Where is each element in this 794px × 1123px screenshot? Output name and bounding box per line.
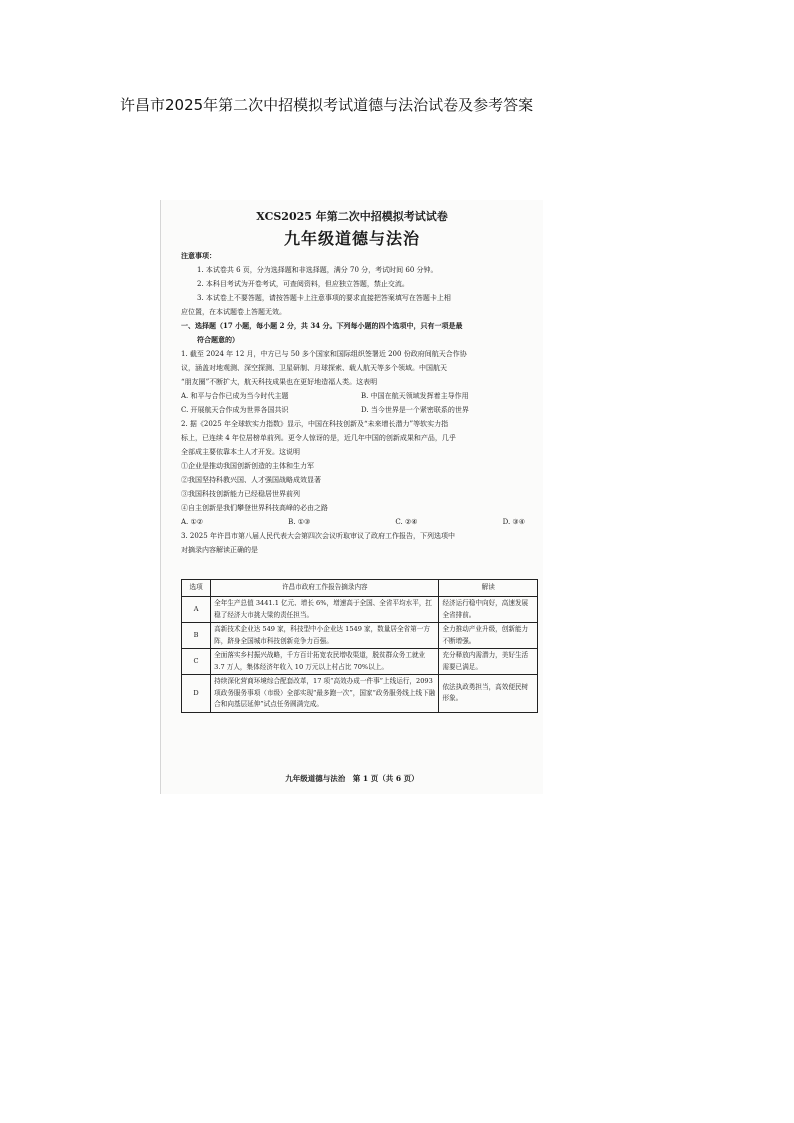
table-row [182, 675, 538, 713]
table-header-reading: 解读 [439, 580, 538, 597]
question-2-option-d: D. ③④ [502, 518, 525, 526]
table-cell-reading: 依法执政勇担当，高效便民树形象。 [439, 675, 538, 713]
table-cell-content: 全年生产总值 3441.1 亿元、增长 6%，增速高于全国、全省平均水平，扛稳了经济大市挑大梁的责任担当。 [211, 597, 439, 623]
table-cell-option: C [182, 649, 211, 675]
question-2-statement: ②我国坚持科教兴国、人才强国战略成效显著 [181, 476, 321, 484]
exam-page-scan [160, 200, 543, 794]
table-header-row [182, 580, 538, 597]
question-2-statement: ③我国科技创新能力已经稳居世界前列 [181, 490, 300, 498]
question-1-option-d: D. 当今世界是一个紧密联系的世界 [361, 406, 469, 414]
exam-title: XCS2025 年第二次中招模拟考试试卷 [256, 210, 448, 223]
table-cell-reading: 全力推动产业升级，创新能力不断增强。 [439, 623, 538, 649]
table-header-content: 许昌市政府工作报告摘录内容 [211, 580, 439, 597]
question-2-option-c: C. ②④ [395, 518, 418, 526]
question-1-line: 议，涵盖对地观测、深空探测、卫星研制、月球探索、载人航天等多个领域。中国航天 [181, 364, 447, 372]
table-cell-content: 持续深化营商环境综合配套改革，17 项“高效办成一件事”上线运行，2093 项政务服务事项（市级）全部实现“最多跑一次”，国家“政务服务线上线下融合和向基层延伸”试点任务圆满完成。 [211, 675, 439, 713]
table-row [182, 623, 538, 649]
table-cell-option: D [182, 675, 211, 713]
section-heading: 一、选择题（17 小题，每小题 2 分，共 34 分。下列每小题的四个选项中，只有一项是最 [181, 321, 463, 330]
question-2-line: 全部成主要依靠本土人才开发。这说明 [181, 448, 300, 456]
question-2-option-b: B. ①③ [288, 518, 311, 526]
question-1-option-a: A. 和平与合作已成为当今时代主题 [181, 392, 289, 400]
question-2-line: 标上，已连续 4 年位居榜单前列。更令人惊讶的是，近几年中国的创新成果和产品，几乎 [181, 434, 456, 442]
notice-item: 3. 本试卷上不要答题，请按答题卡上注意事项的要求直接把答案填写在答题卡上相 [197, 294, 451, 302]
table-header-option: 选项 [182, 580, 211, 597]
table-cell-option: A [182, 597, 211, 623]
question-1-options-row [181, 389, 541, 403]
table-cell-content: 全面落实乡村振兴战略，千方百计拓宽农民增收渠道，脱贫群众务工就业 3.7 万人，集体经济年收入 10 万元以上村占比 70%以上。 [211, 649, 439, 675]
question-3-line: 3. 2025 年许昌市第八届人民代表大会第四次会议听取审议了政府工作报告，下列选项中 [181, 532, 455, 540]
question-2-line: 2. 据《2025 年全球软实力指数》显示，中国在科技创新及“未来增长潜力”等软实力指 [181, 420, 449, 428]
question-2-option-a: A. ①② [181, 518, 204, 526]
question-2-options-row [181, 515, 541, 529]
table-cell-reading: 经济运行稳中向好，高速发展全省排前。 [439, 597, 538, 623]
question-3-line: 对摘录内容解读正确的是 [181, 546, 258, 554]
section-heading-cont: 符合题意的） [197, 335, 239, 344]
question-1-line: 1. 截至 2024 年 12 月，中方已与 50 多个国家和国际组织签署近 200 份政府间航天合作协 [181, 350, 467, 358]
question-1-option-c: C. 开展航天合作成为世界各国共识 [181, 406, 289, 414]
question-1-option-b: B. 中国在航天领域发挥着主导作用 [361, 392, 469, 400]
report-excerpt-table [181, 579, 538, 713]
table-row [182, 597, 538, 623]
question-2-statement: ①企业是推动我国创新创造的主体和生力军 [181, 462, 314, 470]
subject-title: 九年级道德与法治 [283, 229, 420, 248]
page-title: 许昌市2025年第二次中招模拟考试道德与法治试卷及参考答案 [120, 96, 534, 114]
page-footer: 九年级道德与法治 第 1 页（共 6 页） [285, 774, 419, 783]
notice-item: 1. 本试卷共 6 页，分为选择题和非选择题，满分 70 分，考试时间 60 分钟。 [197, 266, 438, 274]
table-cell-content: 高新技术企业达 549 家，科技型中小企业达 1549 家，数量居全省第一方阵，跻身全国城市科技创新竞争力百强。 [211, 623, 439, 649]
notice-item: 2. 本科目考试为开卷考试，可查阅资料，但应独立答题，禁止交流。 [197, 280, 409, 288]
question-2-statement: ④自主创新是我们攀登世界科技高峰的必由之路 [181, 504, 328, 512]
notice-heading: 注意事项： [181, 251, 216, 260]
question-1-options-row [181, 403, 541, 417]
question-1-line: “朋友圈”不断扩大，航天科技成果也在更好地造福人类。这表明 [181, 378, 378, 386]
exam-body [181, 249, 541, 557]
table-cell-reading: 充分释放内需潜力，美好生活需要已满足。 [439, 649, 538, 675]
table-row [182, 649, 538, 675]
table-cell-option: B [182, 623, 211, 649]
notice-item-cont: 应位置，在本试题卷上答题无效。 [181, 308, 286, 316]
